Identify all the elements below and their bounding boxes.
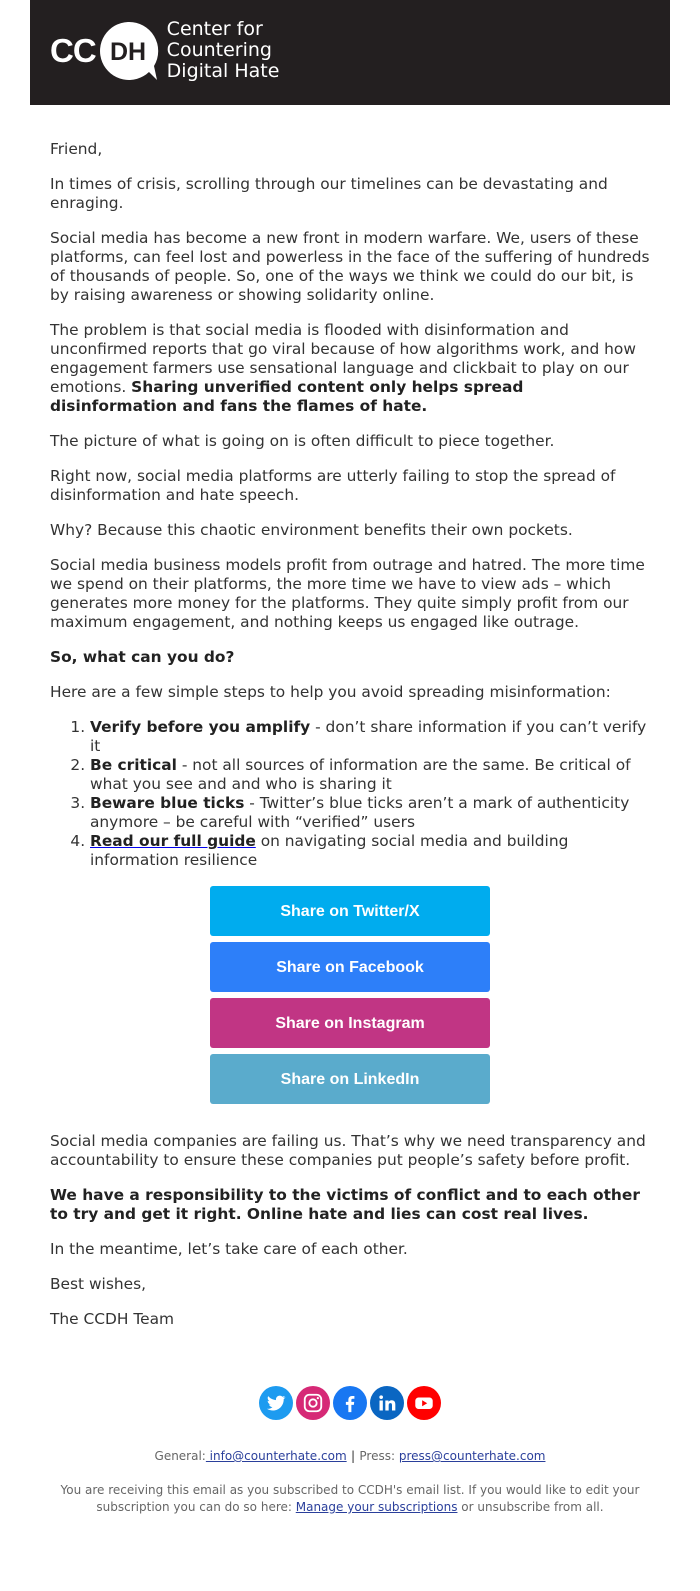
paragraph-1: In times of crisis, scrolling through our timelines can be devastating and enraging. [50, 175, 608, 212]
share-twitter-button[interactable]: Share on Twitter/X [210, 886, 490, 936]
logo-cc: CC [50, 31, 96, 69]
share-linkedin-button[interactable]: Share on LinkedIn [210, 1054, 490, 1104]
step-bold: Be critical [90, 756, 177, 774]
step-text: - not all sources of information are the same. Be critical of what you see and and who is sharing it [90, 756, 631, 793]
logo-line-3: Digital Hate [166, 60, 280, 82]
list-item [90, 718, 650, 756]
logo-dh: DH [109, 37, 146, 66]
steps-list [50, 718, 650, 870]
ccdh-logo[interactable] [50, 19, 279, 82]
paragraph-7: Social media business models profit from outrage and hatred. The more time we spend on their platforms, the more time we have to view ads – which generates more money for the platforms. They quite simply profit from our maximum engagement, and nothing keeps us engaged like outrage. [50, 556, 645, 631]
paragraph-3-bold: Sharing unverified content only helps spread disinformation and fans the flames of hate. [50, 378, 524, 415]
full-guide-link[interactable] [90, 832, 256, 850]
share-instagram-button[interactable]: Share on Instagram [210, 998, 490, 1048]
paragraph-5: Right now, social media platforms are utterly failing to stop the spread of disinformation and hate speech. [50, 467, 616, 504]
email-header [30, 0, 670, 105]
social-icons [30, 1386, 670, 1420]
share-buttons [50, 886, 650, 1110]
signature: The CCDH Team [50, 1310, 175, 1328]
share-facebook-button[interactable]: Share on Facebook [210, 942, 490, 992]
facebook-icon[interactable] [333, 1386, 367, 1420]
step-text: - Twitter’s blue ticks aren’t a mark of authenticity anymore – be careful with “verified” users [90, 794, 630, 831]
step-bold: Beware blue ticks [90, 794, 245, 812]
list-item [90, 832, 650, 870]
twitter-icon[interactable] [259, 1386, 293, 1420]
subscription-note [30, 1482, 670, 1516]
question-heading [50, 648, 650, 667]
steps-intro: Here are a few simple steps to help you avoid spreading misinformation: [50, 683, 611, 701]
step-bold: Verify before you amplify [90, 718, 311, 736]
speech-bubble-icon [97, 20, 159, 82]
paragraph-10: In the meantime, let’s take care of each other. [50, 1240, 408, 1258]
paragraph-4: The picture of what is going on is often difficult to piece together. [50, 432, 555, 450]
paragraph-9 [50, 1186, 650, 1224]
press-label: Press: [359, 1449, 399, 1463]
general-email-link[interactable]: info@counterhate.com [205, 1449, 347, 1463]
list-item [90, 756, 650, 794]
email-container [30, 0, 670, 1516]
footer-contacts [30, 1448, 670, 1465]
youtube-icon[interactable] [407, 1386, 441, 1420]
email-body [30, 105, 670, 1329]
paragraph-9-bold: We have a responsibility to the victims of conflict and to each other to try and get it right. Online hate and lies can cost real lives. [50, 1186, 640, 1223]
step-text: on navigating social media and building information resilience [90, 832, 569, 869]
full-guide-link-text: Read our full guide [90, 832, 256, 850]
question-heading-text: So, what can you do? [50, 648, 235, 666]
greeting: Friend, [50, 140, 103, 158]
paragraph-3-text: The problem is that social media is flooded with disinformation and unconfirmed reports that go viral because of how algorithms work, and how engagement farmers use sensational language and clickbait to play on our emotions. [50, 321, 636, 396]
logo-wordmark [167, 19, 280, 82]
contact-separator: | [346, 1449, 360, 1463]
press-email-link[interactable]: press@counterhate.com [398, 1449, 546, 1463]
logo-line-1: Center for [166, 18, 263, 40]
paragraph-8: Social media companies are failing us. That’s why we need transparency and accountability to ensure these companies put people’s safety before profit. [50, 1132, 646, 1169]
logo-line-2: Countering [166, 39, 272, 61]
list-item [90, 794, 650, 832]
paragraph-3 [50, 321, 650, 416]
note-text-before: You are receiving this email as you subscribed to CCDH's email list. If you would like to edit your subscription you can do so here: [60, 1483, 640, 1514]
paragraph-2: Social media has become a new front in modern warfare. We, users of these platforms, can feel lost and powerless in the face of the suffering of hundreds of thousands of people. So, one of the ways we think we could do our bit, is by raising awareness or showing solidarity online. [50, 229, 650, 304]
instagram-icon[interactable] [296, 1386, 330, 1420]
linkedin-icon[interactable] [370, 1386, 404, 1420]
email-footer [30, 1448, 670, 1516]
note-text-after: or unsubscribe from all. [457, 1500, 604, 1514]
general-label: General: [154, 1449, 206, 1463]
step-text: - don’t share information if you can’t verify it [90, 718, 647, 755]
manage-subscriptions-link[interactable]: Manage your subscriptions [295, 1500, 458, 1514]
signoff: Best wishes, [50, 1275, 146, 1293]
paragraph-6: Why? Because this chaotic environment benefits their own pockets. [50, 521, 573, 539]
